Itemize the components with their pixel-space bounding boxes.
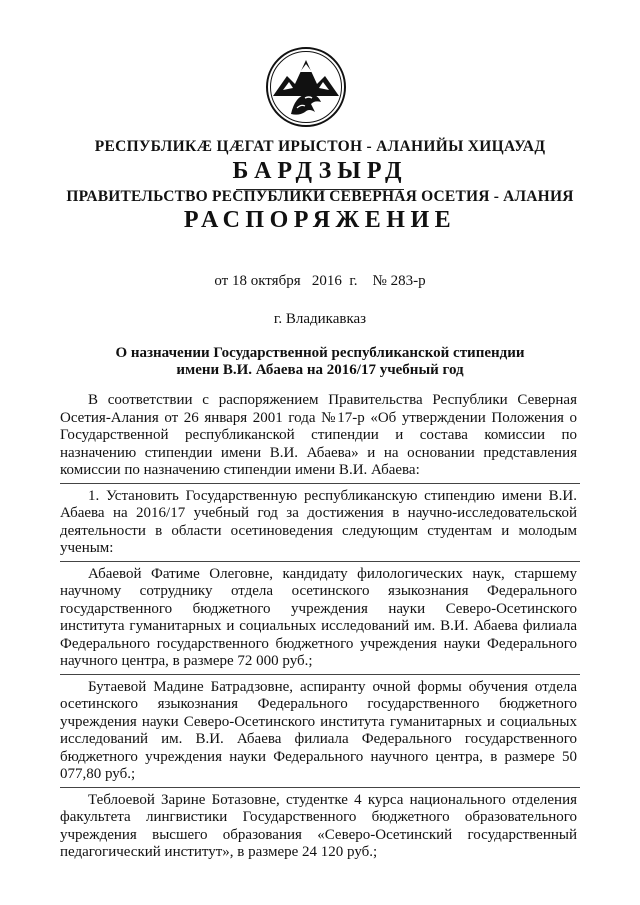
header-bardzyrd: БАРДЗЫРД	[232, 158, 408, 184]
body-paragraph-recipient-tebloeva: Теблоевой Зарине Ботазовне, студентке 4 курса национального отделения факультета лингвистики Государственного бюджетного образовательного учреждения высшего образования «Северо-Осетинский государственный педагогический институт», в размере 24 120 руб.;	[60, 791, 577, 860]
subject-line-2: имени В.И. Абаева на 2016/17 учебный год	[176, 362, 464, 378]
header-ossetian-line: РЕСПУБЛИКÆ ЦÆГАТ ИРЫСТОН - АЛАНИЙЫ ХИЦАУАД	[94, 138, 546, 155]
document-city: г. Владикавказ	[273, 311, 367, 327]
subject-line-1: О назначении Государственной республиканской стипендии	[115, 345, 525, 361]
document-type-title: РАСПОРЯЖЕНИЕ	[183, 207, 457, 233]
body-paragraph-preamble: В соответствии с распоряжением Правительства Республики Северная Осетия-Алания от 26 января 2001 года №17-р «Об утверждении Положения о Государственной республиканской стипендии и состава комиссии по назначению стипендии имени В.И. Абаева» и на основании представления комиссии по назначению стипендии имени В.И. Абаева:	[60, 392, 577, 478]
header-russian-line: ПРАВИТЕЛЬСТВО РЕСПУБЛИКИ СЕВЕРНАЯ ОСЕТИЯ - АЛАНИЯ	[66, 188, 574, 205]
paragraph-separator	[60, 483, 580, 484]
document-date-number: от 18 октября 2016 г. № 283-р	[214, 273, 426, 289]
document-subject	[60, 345, 580, 379]
body-paragraph-recipient-butaeva: Бутаевой Мадине Батрадзовне, аспиранту очной формы обучения отдела осетинского языкознания Федерального государственного бюджетного учреждения науки Северо-Осетинского института гуманитарных и социальных исследований им. В.И. Абаева филиала Федерального государственного бюджетного учреждения науки Федерального научного центра, в размере 50 077,80 руб.;	[60, 678, 577, 782]
paragraph-separator	[60, 674, 580, 675]
document-body	[60, 392, 577, 864]
coat-of-arms-emblem	[265, 46, 347, 128]
body-paragraph-item-1: 1. Установить Государственную республиканскую стипендию имени В.И. Абаева на 2016/17 учебный год за достижения в научно-исследовательской деятельности в области осетиноведения следующим студентам и молодым ученым:	[60, 487, 577, 556]
body-paragraph-recipient-abaeva: Абаевой Фатиме Олеговне, кандидату филологических наук, старшему научному сотруднику отдела осетинского языкознания Федерального государственного бюджетного учреждения науки Северо-Осетинского института гуманитарных и социальных исследований им. В.И. Абаева филиала Федерального государственного бюджетного учреждения науки Федерального научного центра, в размере 72 000 руб.;	[60, 565, 577, 669]
paragraph-separator	[60, 787, 580, 788]
paragraph-separator	[60, 561, 580, 562]
